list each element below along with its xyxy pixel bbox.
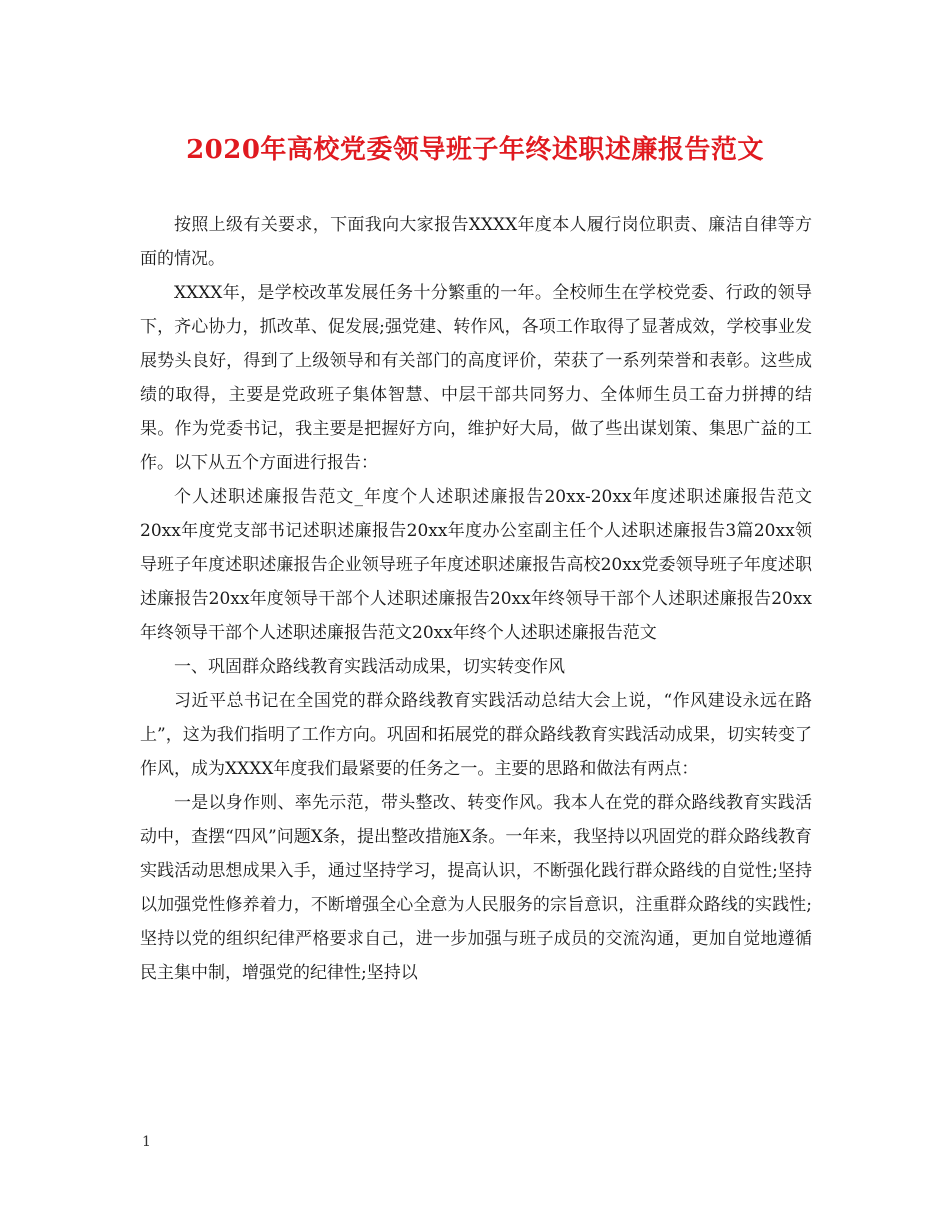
paragraph: 按照上级有关要求，下面我向大家报告XXXX年度本人履行岗位职责、廉洁自律等方面的情况。 (140, 215, 812, 269)
paragraph: 习近平总书记在全国党的群众路线教育实践活动总结大会上说，“作风建设永远在路上”，这为我们指明了工作方向。巩固和拓展党的群众路线教育实践活动成果，切实转变了作风，成为XXXX年度我们最紧要的任务之一。主要的思路和做法有两点： (140, 691, 812, 779)
document-title: 2020年高校党委领导班子年终述职述廉报告范文 (186, 135, 764, 165)
paragraph: 一是以身作则、率先示范，带头整改、转变作风。我本人在党的群众路线教育实践活动中，查摆“四风”问题X条，提出整改措施X条。一年来，我坚持以巩固党的群众路线教育实践活动思想成果入手，通过坚持学习，提高认识，不断强化践行群众路线的自觉性;坚持以加强党性修养着力，不断增强全心全意为人民服务的宗旨意识，注重群众路线的实践性;坚持以党的组织纪律严格要求自己，进一步加强与班子成员的交流沟通，更加自觉地遵循民主集中制，增强党的纪律性;坚持以 (140, 793, 812, 983)
document-body (140, 208, 812, 990)
paragraph: 个人述职述廉报告范文_年度个人述职述廉报告20xx-20xx年度述职述廉报告范文20xx年度党支部书记述职述廉报告20xx年度办公室副主任个人述职述廉报告3篇20xx领导班子年度述职述廉报告企业领导班子年度述职述廉报告高校20xx党委领导班子年度述职述廉报告20xx年度领导干部个人述职述廉报告20xx年终领导干部个人述职述廉报告20xx年终领导干部个人述职述廉报告范文20xx年终个人述职述廉报告范文 (140, 487, 812, 643)
section-heading: 一、巩固群众路线教育实践活动成果，切实转变作风 (174, 657, 565, 677)
paragraph: XXXX年，是学校改革发展任务十分繁重的一年。全校师生在学校党委、行政的领导下，齐心协力，抓改革、促发展;强党建、转作风，各项工作取得了显著成效，学校事业发展势头良好，得到了上级领导和有关部门的高度评价，荣获了一系列荣誉和表彰。这些成绩的取得，主要是党政班子集体智慧、中层干部共同努力、全体师生员工奋力拼搏的结果。作为党委书记，我主要是把握好方向，维护好大局，做了些出谋划策、集思广益的工作。以下从五个方面进行报告： (140, 283, 812, 473)
page-number: 1 (142, 1134, 151, 1150)
